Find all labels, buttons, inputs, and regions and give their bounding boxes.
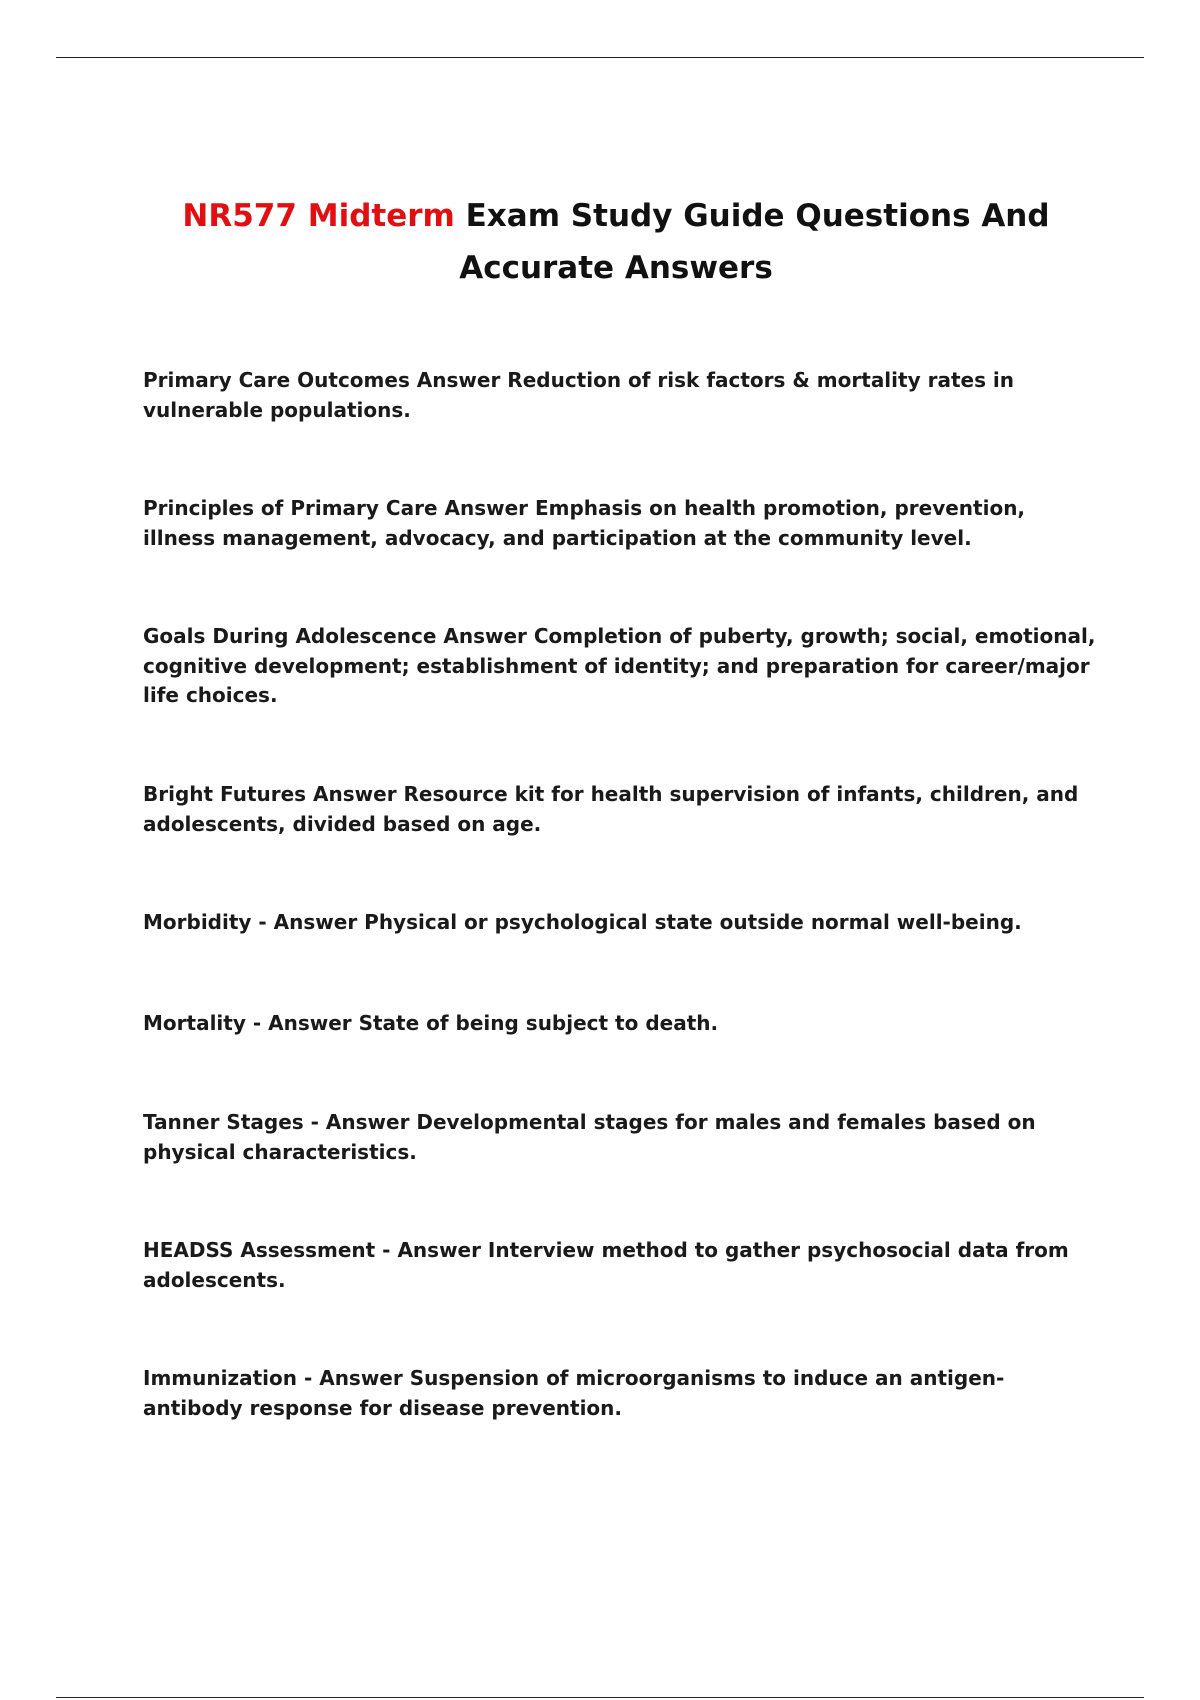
page-title	[120, 190, 1112, 294]
qa-entry: Goals During Adolescence Answer Completion of puberty, growth; social, emotional, cognitive development; establishment of identity; and preparation for career/major life choices.	[143, 624, 1096, 707]
qa-entry: Primary Care Outcomes Answer Reduction of risk factors & mortality rates in vulnerable populations.	[143, 368, 1015, 422]
qa-entry: Bright Futures Answer Resource kit for health supervision of infants, children, and adolescents, divided based on age.	[143, 782, 1079, 836]
qa-entry: Morbidity - Answer Physical or psychological state outside normal well-being.	[143, 910, 1022, 934]
qa-entry: Mortality - Answer State of being subject to death.	[143, 1011, 719, 1035]
title-highlight: NR577 Midterm	[182, 198, 455, 234]
qa-entry: HEADSS Assessment - Answer Interview method to gather psychosocial data from adolescents.	[143, 1238, 1069, 1292]
qa-entry: Principles of Primary Care Answer Emphasis on health promotion, prevention, illness management, advocacy, and participation at the community level.	[143, 496, 1026, 550]
title-rest: Exam Study Guide Questions And Accurate Answers	[459, 198, 1050, 286]
qa-entry: Tanner Stages - Answer Developmental stages for males and females based on physical characteristics.	[143, 1110, 1036, 1164]
bottom-rule	[56, 1697, 1144, 1698]
top-rule	[56, 57, 1144, 58]
qa-entry: Immunization - Answer Suspension of microorganisms to induce an antigen-antibody response for disease prevention.	[143, 1366, 1005, 1420]
